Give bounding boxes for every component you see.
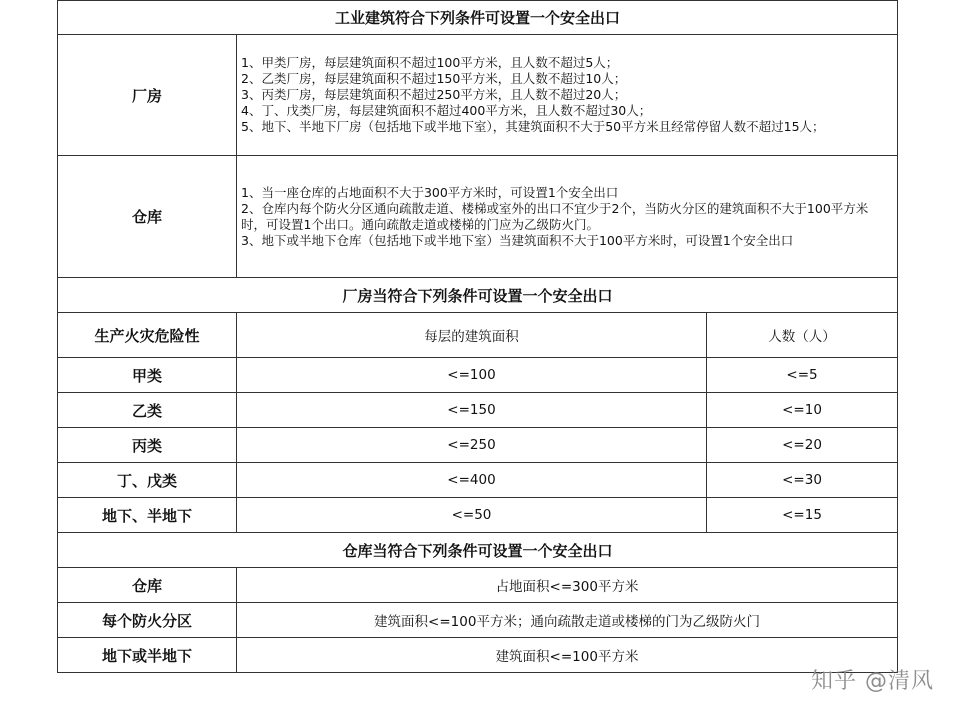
table-row (58, 463, 898, 498)
fire-exit-table (57, 0, 898, 673)
hazard-category: 丁、戊类 (58, 463, 237, 498)
factory-label: 厂房 (58, 35, 237, 156)
warehouse-item: 3、地下或半地下仓库（包括地下或半地下室）当建筑面积不大于100平方米时，可设置1个安全出口 (241, 232, 794, 248)
hazard-category: 丙类 (58, 428, 237, 463)
factory-item: 2、乙类厂房，每层建筑面积不超过150平方米，且人数不超过10人； (241, 71, 627, 86)
table-row (58, 603, 898, 638)
area-limit: <=150 (237, 393, 707, 428)
warehouse-scope-label: 地下或半地下 (58, 638, 237, 673)
watermark: 知乎 @清风 (811, 669, 934, 694)
col-header-hazard: 生产火灾危险性 (58, 313, 237, 358)
warehouse-scope-condition: 建筑面积<=100平方米 (237, 638, 898, 673)
warehouse-scope-condition: 占地面积<=300平方米 (237, 568, 898, 603)
hazard-category: 甲类 (58, 358, 237, 393)
warehouse-item: 1、当一座仓库的占地面积不大于300平方米时，可设置1个安全出口 (241, 184, 619, 200)
section1-title: 工业建筑符合下列条件可设置一个安全出口 (58, 1, 898, 35)
warehouse-label: 仓库 (58, 156, 237, 278)
table-row (58, 428, 898, 463)
factory-item: 5、地下、半地下厂房（包括地下或半地下室），其建筑面积不大于50平方米且经常停留人数不超过15人； (241, 119, 825, 134)
factory-item: 3、丙类厂房，每层建筑面积不超过250平方米，且人数不超过20人； (241, 87, 627, 102)
table-row (58, 498, 898, 533)
people-limit: <=30 (707, 463, 898, 498)
factory-conditions (237, 35, 898, 156)
table-row (58, 638, 898, 673)
section3-title: 仓库当符合下列条件可设置一个安全出口 (58, 533, 898, 568)
hazard-category: 地下、半地下 (58, 498, 237, 533)
col-header-area: 每层的建筑面积 (237, 313, 707, 358)
hazard-category: 乙类 (58, 393, 237, 428)
table-row (58, 358, 898, 393)
area-limit: <=250 (237, 428, 707, 463)
warehouse-item: 2、仓库内每个防火分区通向疏散走道、楼梯或室外的出口不宜少于2个，当防火分区的建筑面积不大于100平方米时，可设置1个出口。通向疏散走道或楼梯的门应为乙级防火门。 (241, 200, 869, 232)
people-limit: <=5 (707, 358, 898, 393)
warehouse-scope-label: 每个防火分区 (58, 603, 237, 638)
col-header-people: 人数（人） (707, 313, 898, 358)
people-limit: <=15 (707, 498, 898, 533)
area-limit: <=400 (237, 463, 707, 498)
warehouse-conditions (237, 156, 898, 278)
table-row (58, 568, 898, 603)
factory-item: 1、甲类厂房，每层建筑面积不超过100平方米，且人数不超过5人； (241, 55, 619, 70)
table-row (58, 393, 898, 428)
people-limit: <=10 (707, 393, 898, 428)
warehouse-scope-condition: 建筑面积<=100平方米；通向疏散走道或楼梯的门为乙级防火门 (237, 603, 898, 638)
section2-title: 厂房当符合下列条件可设置一个安全出口 (58, 278, 898, 313)
people-limit: <=20 (707, 428, 898, 463)
area-limit: <=50 (237, 498, 707, 533)
area-limit: <=100 (237, 358, 707, 393)
warehouse-scope-label: 仓库 (58, 568, 237, 603)
factory-item: 4、丁、戊类厂房，每层建筑面积不超过400平方米，且人数不超过30人； (241, 103, 652, 118)
